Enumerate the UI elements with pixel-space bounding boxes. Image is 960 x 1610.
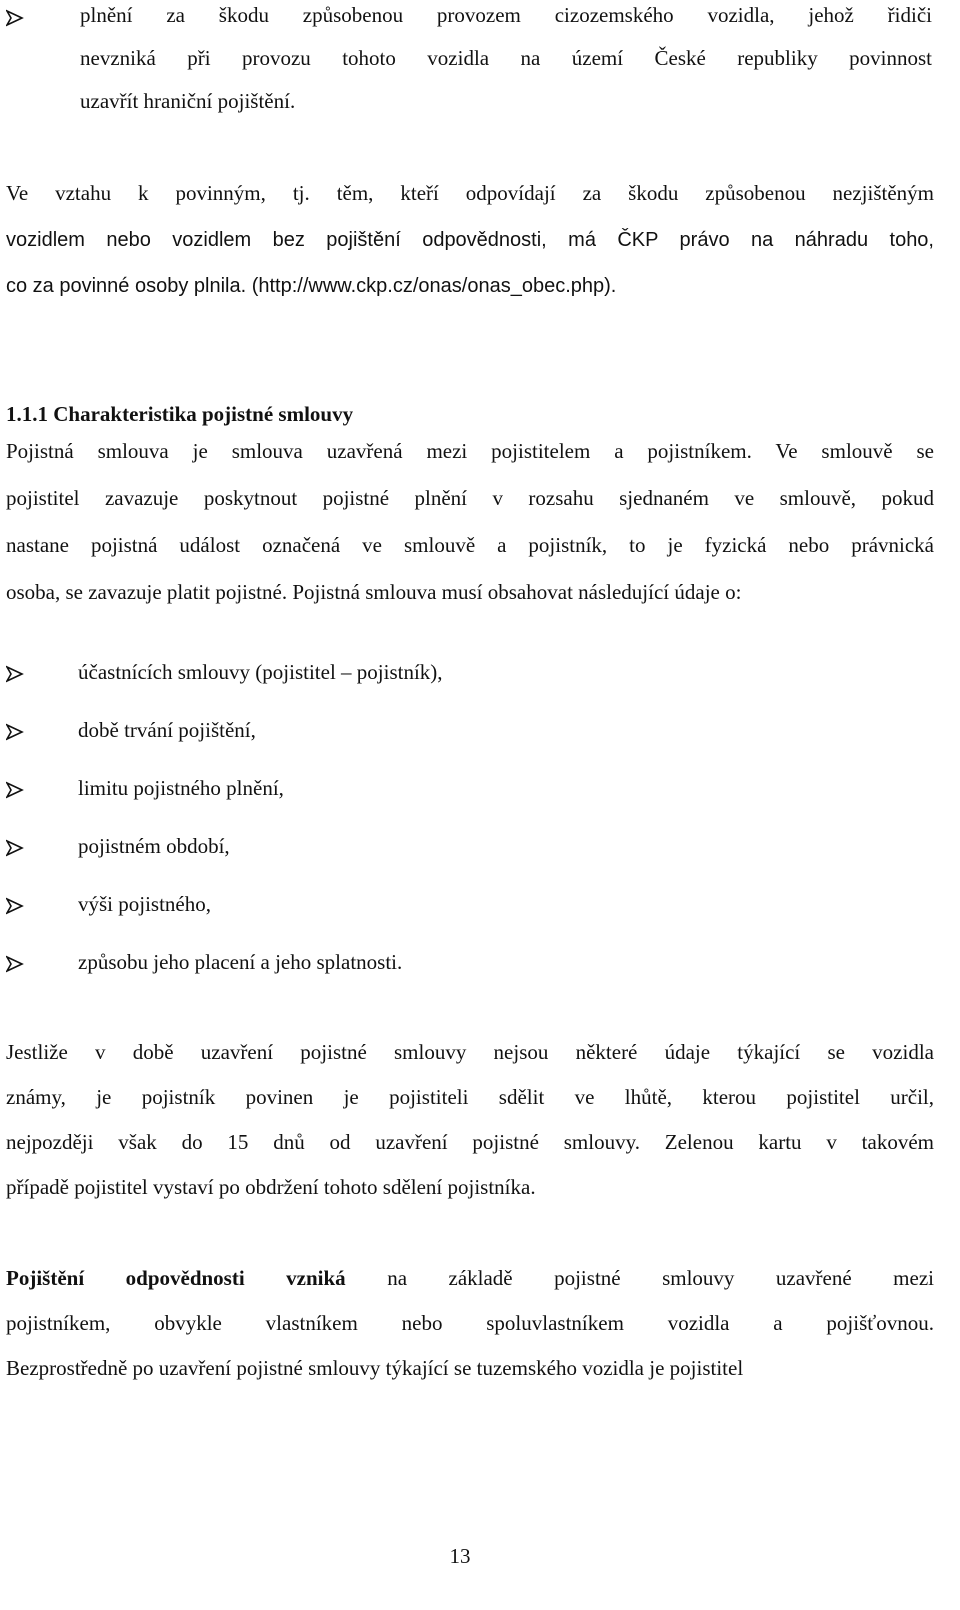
list-item [6, 834, 230, 868]
text-line: co za povinné osoby plnila. (http://www.ckp.cz/onas/onas_obec.php). [6, 275, 617, 297]
top-bullet-text [80, 0, 932, 123]
text-line: nevzniká při provozu tohoto vozidla na území České republiky povinnost [80, 46, 932, 70]
text-line: nastane pojistná událost označená ve smlouvě a pojistník, to je fyzická nebo právnická [6, 533, 934, 557]
text-line: Bezprostředně po uzavření pojistné smlouvy týkající se tuzemského vozidla je pojistitel [6, 1356, 744, 1380]
list-item-text: pojistném období, [78, 834, 230, 858]
text-segment: Ve vztahu k povinným, tj. těm, kteří odpovídají za škodu způsobenou nezjištěným [6, 181, 934, 205]
text-segment: na základě pojistné smlouvy uzavřené mezi [387, 1266, 934, 1290]
list-item-text: účastnících smlouvy (pojistitel – pojistník), [78, 660, 443, 684]
list-item [6, 660, 443, 694]
text-line: pojistitel zavazuje poskytnout pojistné plnění v rozsahu sjednaném ve smlouvě, pokud [6, 486, 934, 510]
text-line [6, 1256, 934, 1301]
text-line: případě pojistitel vystaví po obdržení tohoto sdělení pojistníka. [6, 1175, 536, 1199]
arrowhead-bullet-icon [6, 955, 24, 973]
top-bullet-item [6, 4, 932, 123]
list-item-text: způsobu jeho placení a jeho splatnosti. [78, 950, 403, 974]
text-line: vozidlem nebo vozidlem bez pojištění odpovědnosti, má ČKP právo na náhradu toho, [6, 229, 934, 251]
text-line: Pojistná smlouva je smlouva uzavřená mezi pojistitelem a pojistníkem. Ve smlouvě se [6, 439, 934, 463]
text-line: známy, je pojistník povinen je pojistiteli sdělit ve lhůtě, kterou pojistitel určil, [6, 1085, 934, 1109]
bold-lead: Pojištění odpovědnosti vzniká [6, 1266, 346, 1290]
text-line [6, 170, 934, 217]
arrowhead-bullet-icon [6, 897, 24, 915]
paragraph-ckp [6, 170, 934, 309]
text-line: uzavřít hraniční pojištění. [80, 89, 296, 113]
arrowhead-bullet-icon [6, 723, 24, 741]
page-number: 13 [449, 1544, 471, 1568]
list-item [6, 776, 284, 810]
paragraph-vehicle-data [6, 1030, 934, 1210]
list-item-text: době trvání pojištění, [78, 718, 256, 742]
section-heading: 1.1.1 Charakteristika pojistné smlouvy [6, 402, 354, 426]
list-item-text: výši pojistného, [78, 892, 212, 916]
text-line: nejpozději však do 15 dnů od uzavření pojistné smlouvy. Zelenou kartu v takovém [6, 1130, 934, 1154]
text-line: osoba, se zavazuje platit pojistné. Pojistná smlouva musí obsahovat následující údaje o: [6, 580, 742, 604]
arrowhead-bullet-icon [6, 9, 24, 27]
list-item [6, 892, 211, 926]
arrowhead-bullet-icon [6, 839, 24, 857]
arrowhead-bullet-icon [6, 665, 24, 683]
arrowhead-bullet-icon [6, 781, 24, 799]
text-line: pojistníkem, obvykle vlastníkem nebo spoluvlastníkem vozidla a pojišťovnou. [6, 1311, 934, 1335]
paragraph-contract-definition [6, 428, 934, 616]
list-item [6, 718, 256, 752]
text-line: plnění za škodu způsobenou provozem cizozemského vozidla, jehož řidiči [80, 3, 932, 27]
paragraph-liability-origin [6, 1256, 934, 1391]
text-line: Jestliže v době uzavření pojistné smlouvy nejsou některé údaje týkající se vozidla [6, 1040, 934, 1064]
list-item [6, 950, 402, 984]
list-item-text: limitu pojistného plnění, [78, 776, 284, 800]
